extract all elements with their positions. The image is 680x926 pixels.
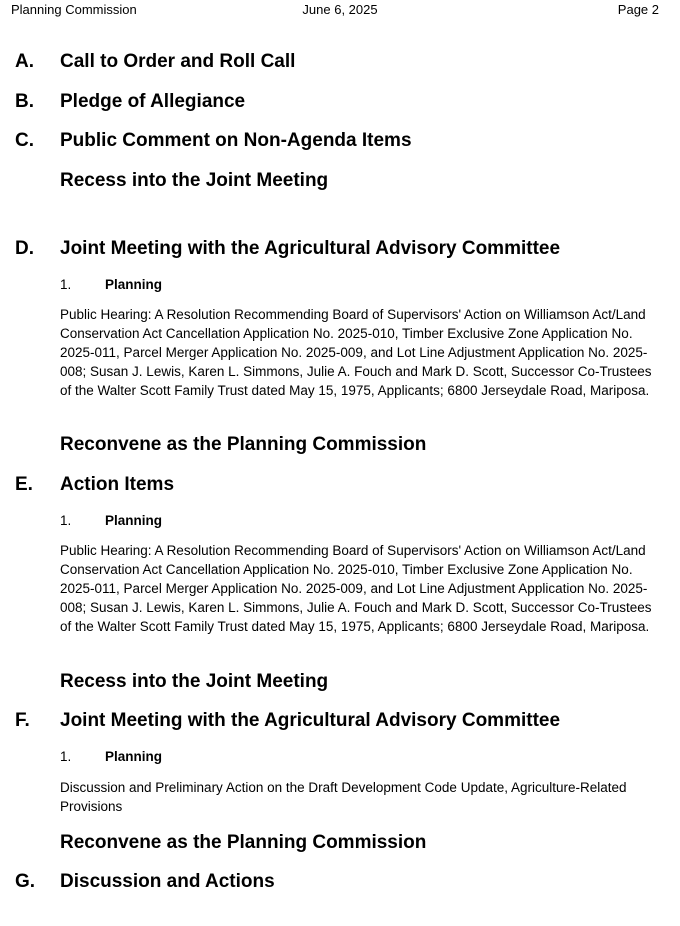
item-description: Public Hearing: A Resolution Recommending Board of Supervisors' Action on Williamson Act/Land Conservation Act Cancellation Application No. 2025-010, Timber Exclusive Zone Application No. 2025-011, Parcel Merger Application No. 2025-009, and Lot Line Adjustment Application No. 2025-008; Susan J. Lewis, Karen L. Simmons, Julie A. Fouch and Mark D. Scott, Successor Co-Trustees of the Walter Scott Family Trust dated May 15, 1975, Applicants; 6800 Jerseydale Road, Mariposa. [60, 543, 652, 634]
item-description: Discussion and Preliminary Action on the Draft Development Code Update, Agriculture-Related Provisions [60, 780, 627, 814]
section-letter: C. [15, 130, 34, 151]
section-letter: F. [15, 710, 30, 731]
item-number: 1. [60, 513, 72, 528]
section-title: Discussion and Actions [60, 871, 275, 892]
recess-title: Recess into the Joint Meeting [60, 170, 329, 191]
section-letter: G. [15, 871, 36, 892]
item-department: Planning [105, 749, 162, 764]
section-letter: D. [15, 238, 34, 259]
section-letter: A. [15, 51, 34, 72]
item-department: Planning [105, 513, 162, 528]
section-letter: B. [15, 91, 34, 112]
reconvene-title: Reconvene as the Planning Commission [60, 434, 427, 455]
reconvene-title: Reconvene as the Planning Commission [60, 832, 427, 853]
item-number: 1. [60, 749, 72, 764]
recess-title: Recess into the Joint Meeting [60, 671, 329, 692]
section-title: Action Items [60, 474, 175, 495]
section-title: Public Comment on Non-Agenda Items [60, 130, 412, 151]
item-number: 1. [60, 277, 72, 292]
header-page-number: Page 2 [617, 2, 659, 17]
item-description: Public Hearing: A Resolution Recommending Board of Supervisors' Action on Williamson Act/Land Conservation Act Cancellation Application No. 2025-010, Timber Exclusive Zone Application No. 2025-011, Parcel Merger Application No. 2025-009, and Lot Line Adjustment Application No. 2025-008; Susan J. Lewis, Karen L. Simmons, Julie A. Fouch and Mark D. Scott, Successor Co-Trustees of the Walter Scott Family Trust dated May 15, 1975, Applicants; 6800 Jerseydale Road, Mariposa. [60, 307, 652, 398]
header-date: June 6, 2025 [302, 2, 378, 17]
header-committee-name: Planning Commission [11, 2, 137, 17]
section-letter: E. [15, 474, 33, 495]
section-title: Joint Meeting with the Agricultural Advisory Committee [60, 710, 561, 731]
section-title: Call to Order and Roll Call [60, 51, 296, 72]
section-title: Pledge of Allegiance [60, 91, 246, 112]
section-title: Joint Meeting with the Agricultural Advisory Committee [60, 238, 561, 259]
item-department: Planning [105, 277, 162, 292]
